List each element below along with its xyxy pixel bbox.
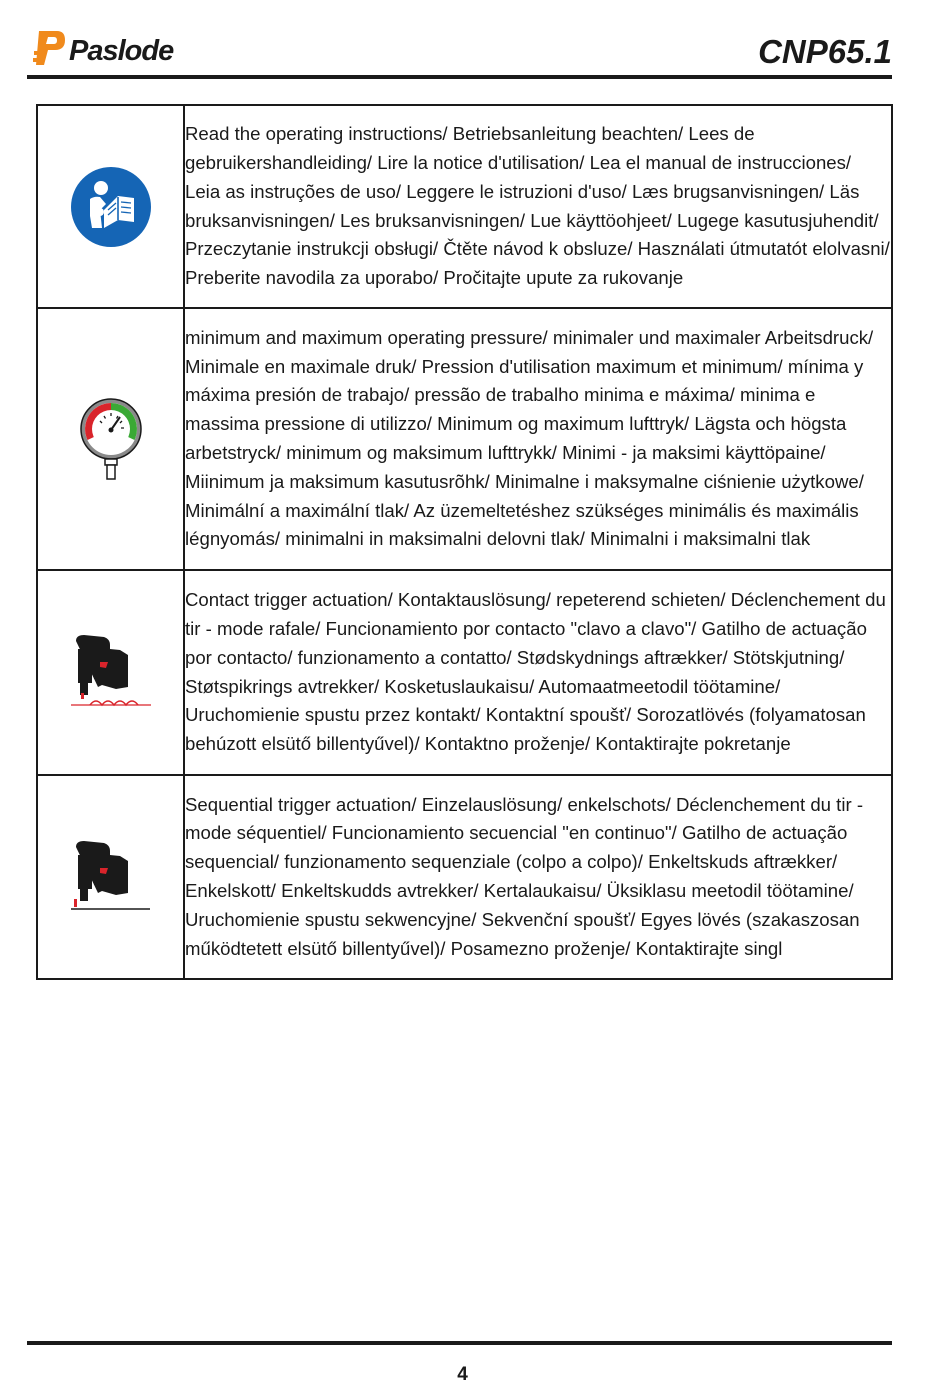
symbol-description: Contact trigger actuation/ Kontaktauslösung/ repeterend schieten/ Déclenchement du tir - mode rafale/ Funcionamiento por contacto "clavo a clavo"/ Gatilho de actuação por contacto/ funzionamento a contatto/ Stødskydnings aftrækker/ Stötskjutning/ Støtspikrings avtrekker/ Kosketuslaukaisu/ Automaatmeetodil töötamine/ Uruchomienie spustu przez kontakt/ Kontaktní spoušť/ Sorozatlövés (folyamatosan behúzott elsütő billentyűvel)/ Kontaktno proženje/ Kontaktirajte pokretanje [184,570,892,775]
footer-rule [27,1341,892,1345]
table-row [37,308,892,570]
symbol-description: Read the operating instructions/ Betriebsanleitung beachten/ Lees de gebruikershandleiding/ Lire la notice d'utilisation/ Lea el manual de instrucciones/ Leia as instruções de uso/ Leggere le istruzioni d'uso/ Læs brugsanvisningen/ Läs bruksanvisningen/ Les bruksanvisningen/ Lue käyttöohjeet/ Lugege kasutusjuhendit/ Przeczytanie instrukcji obsługi/ Čtěte návod k obsluze/ Használati útmutatót elolvasni/ Preberite navodila za uporabo/ Pročitajte upute za rukovanje [184,105,892,308]
header-rule [27,75,892,79]
contact-trigger-icon [70,635,152,711]
table-row [37,570,892,775]
brand-logo [33,25,173,71]
symbol-description: Sequential trigger actuation/ Einzelauslösung/ enkelschots/ Déclenchement du tir - mode séquentiel/ Funcionamiento secuencial "en continuo"/ Gatilho de actuação sequencial/ funzionamento sequenziale (colpo a colpo)/ Enkeltskuds aftrækker/ Enkelskott/ Enkeltskudds avtrekker/ Kertalaukaisu/ Üksiklasu meetodil töötamine/ Uruchomienie spustu sekwencyjne/ Sekvenční spoušť/ Egyes lövés (szakaszosan működtetett elsütő billentyűvel)/ Posamezno proženje/ Kontaktirajte singl [184,775,892,979]
table-row [37,775,892,979]
symbols-table [36,104,893,980]
symbol-description: minimum and maximum operating pressure/ minimaler und maximaler Arbeitsdruck/ Minimale en maximale druk/ Pression d'utilisation maximum et minimum/ mínima y máxima presión de trabajo/ pressão de trabalho minima e máxima/ minima e massima pressione di utilizzo/ Minimum og maximum lufttryk/ Lägsta och högsta arbetstryck/ minimum og maksimum lufttrykk/ Minimi - ja maksimi käyttöpaine/ Miinimum ja maksimum kasutusrõhk/ Minimalne i maksymalne ciśnienie użytkowe/ Minimální a maximální tlak/ Az üzemeltetéshez szükséges minimális és maximális légnyomás/ minimalni in maksimalni delovni tlak/ Minimalni i maksimalni tlak [184,308,892,570]
pressure-gauge-icon [78,397,144,481]
icon-cell [37,308,184,570]
icon-cell [37,570,184,775]
model-number: CNP65.1 [758,33,892,70]
read-manual-icon [70,166,152,248]
table-row [37,105,892,308]
page-number: 4 [457,1364,468,1385]
icon-cell [37,105,184,308]
icon-cell [37,775,184,979]
sequential-trigger-icon [70,841,152,913]
brand-name: Paslode [69,35,174,67]
paslode-logo-icon [33,25,67,71]
